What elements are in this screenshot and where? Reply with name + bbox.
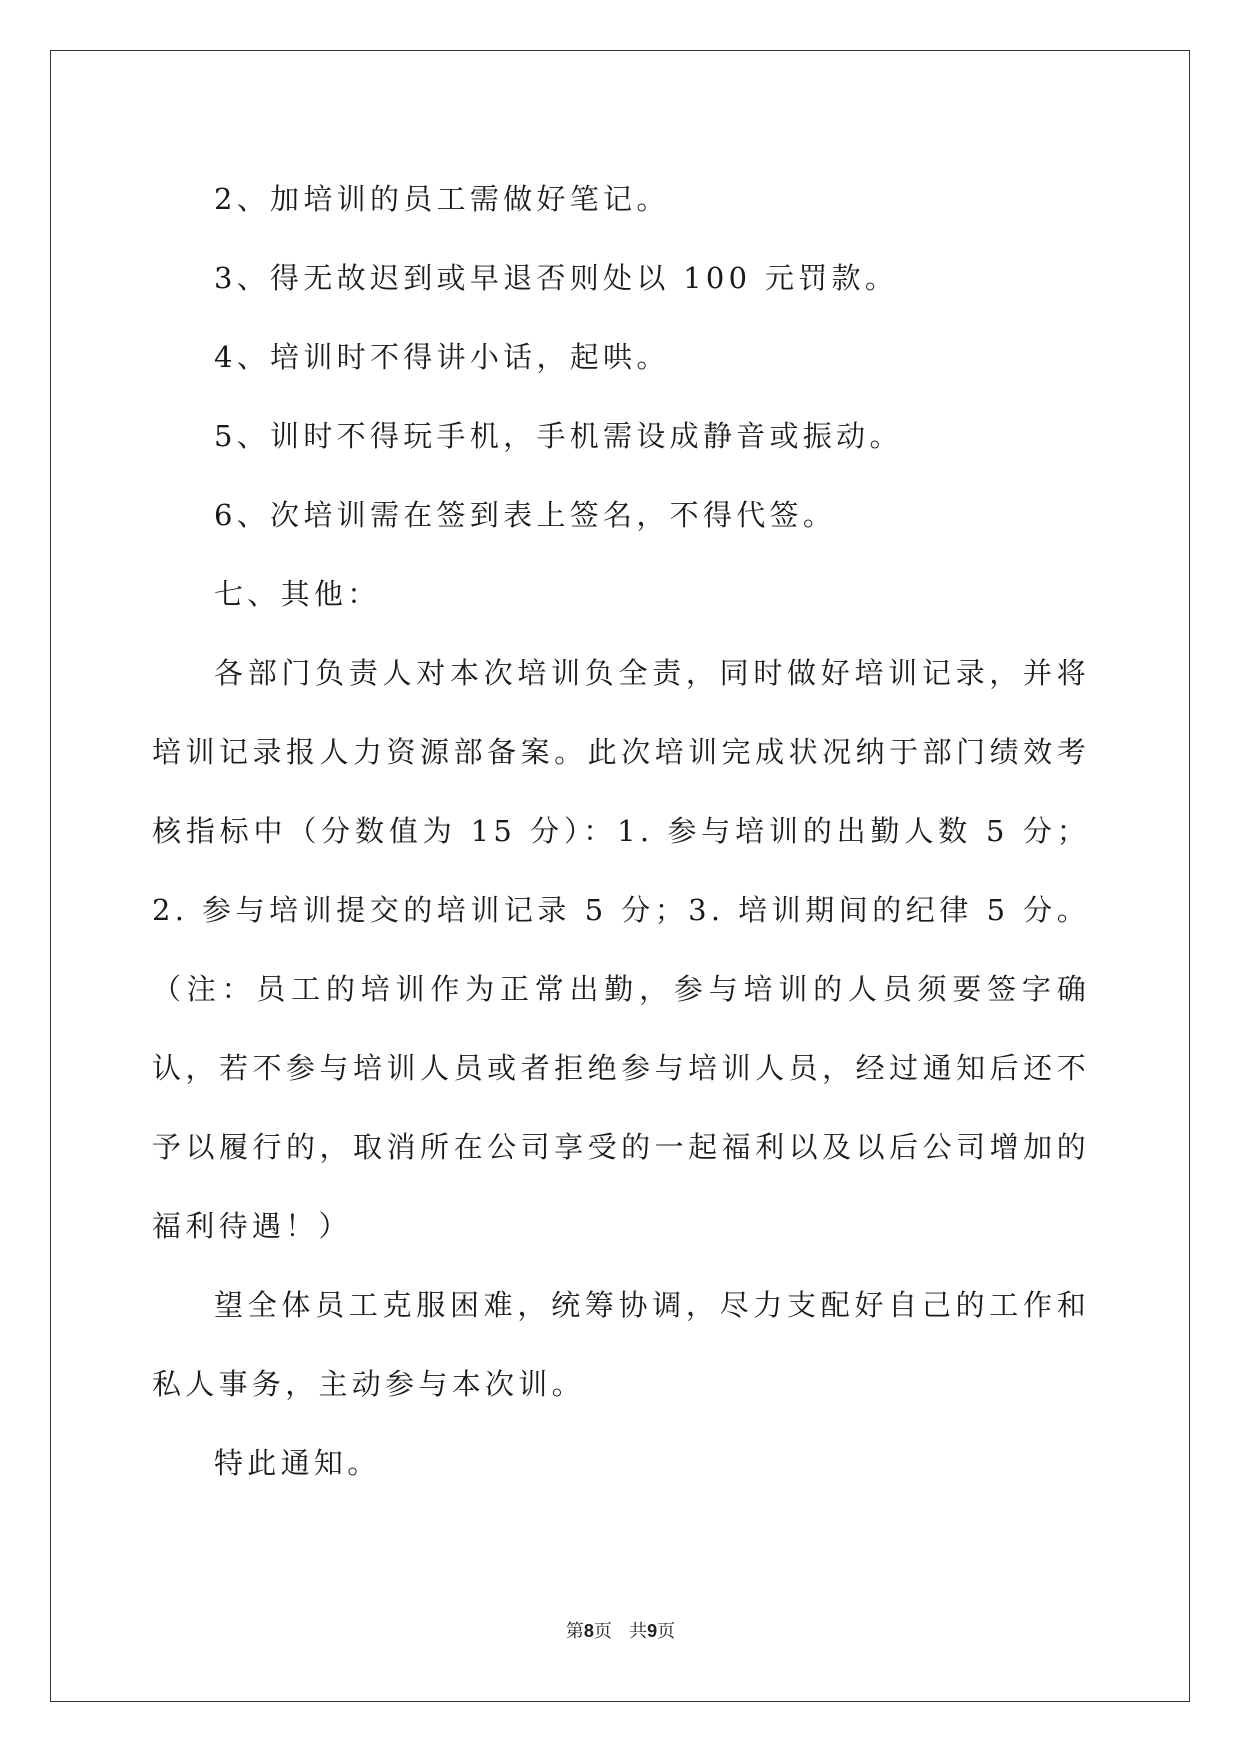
section-heading-other: 七、其他： <box>214 577 381 611</box>
current-page-number: 8 <box>583 1621 594 1641</box>
document-body <box>152 160 1090 1503</box>
footer-prefix: 第 <box>565 1621 584 1642</box>
responsibility-paragraph: 各部门负责人对本次培训负全责，同时做好培训记录，并将培训记录报人力资源部备案。此次培训完成状况纳于部门绩效考核指标中（分数值为 15 分）：1. 参与培训的出勤人数 5 分；2. 参与培训提交的培训记录 5 分；3. 培训期间的纪律 5 分。（注：员工的培训作为正常出勤，参与培训的人员须要签字确认，若不参与培训人员或者拒绝参与培训人员，经过通知后还不予以履行的，取消所在公司享受的一起福利以及以后公司增加的福利待遇！） <box>152 656 1090 1243</box>
rule-item-4: 4、培训时不得讲小话，起哄。 <box>214 340 670 374</box>
rule-item-3: 3、得无故迟到或早退否则处以 100 元罚款。 <box>214 261 899 295</box>
footer-middle: 页 共 <box>593 1621 648 1642</box>
rule-item-2: 2、加培训的员工需做好笔记。 <box>214 182 670 216</box>
rule-item-5: 5、训时不得玩手机，手机需设成静音或振动。 <box>214 419 903 453</box>
footer-suffix: 页 <box>657 1621 676 1642</box>
total-pages-number: 9 <box>647 1621 658 1641</box>
rule-item-6: 6、次培训需在签到表上签名，不得代签。 <box>214 498 837 532</box>
closing-paragraph: 望全体员工克服困难，统筹协调，尽力支配好自己的工作和私人事务，主动参与本次训。 <box>152 1288 1090 1401</box>
page-footer <box>0 1617 1241 1643</box>
notice-ending: 特此通知。 <box>214 1446 381 1480</box>
